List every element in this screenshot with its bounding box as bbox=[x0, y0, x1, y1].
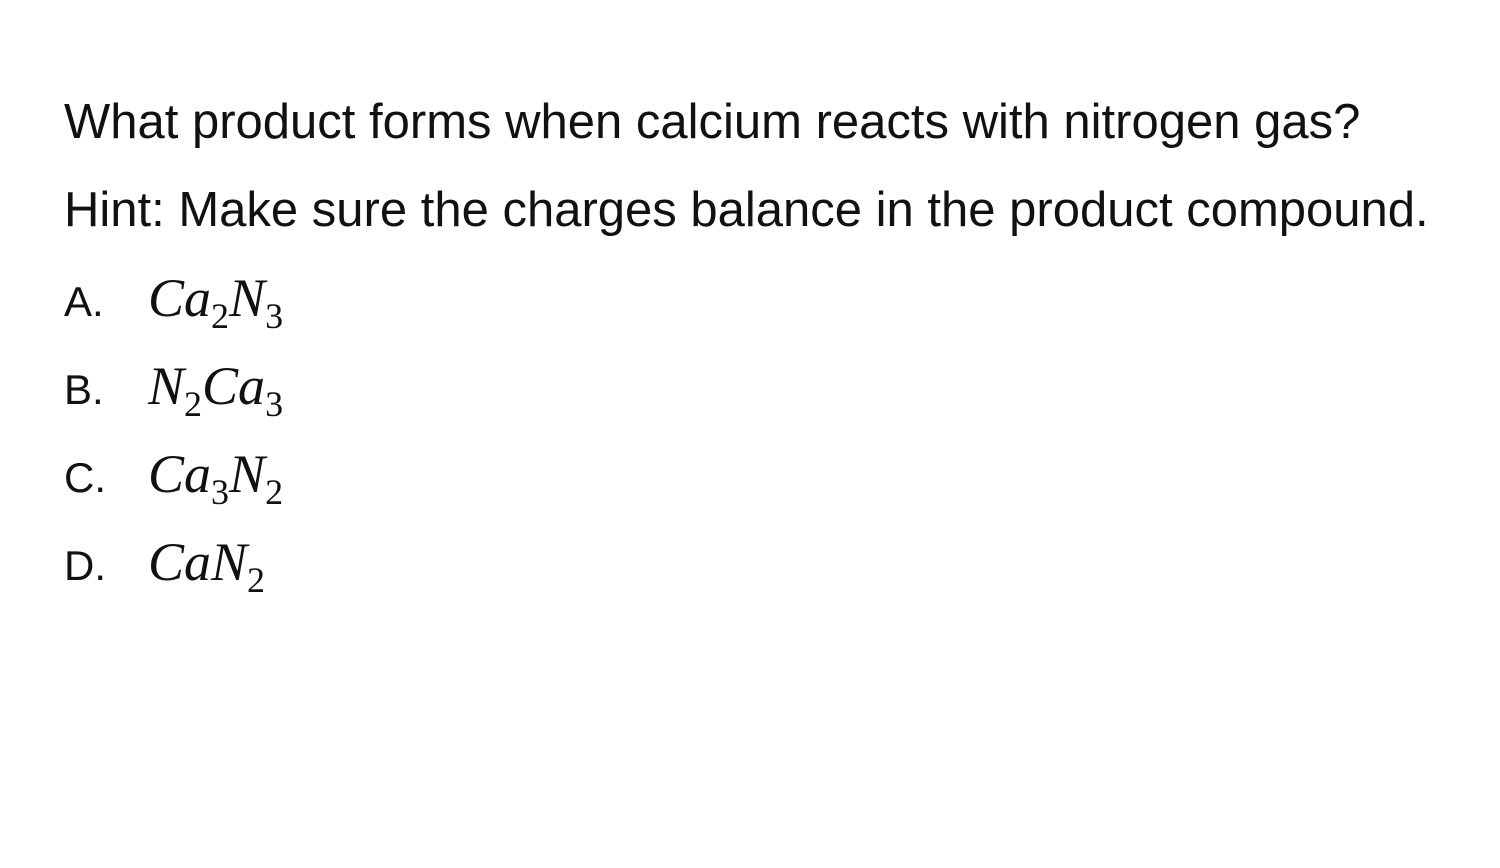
hint-text: Hint: Make sure the charges balance in the product compound. bbox=[64, 183, 1429, 237]
option-formula: $N_2Ca_3$ bbox=[148, 356, 284, 424]
option-formula: CaN$_2$ bbox=[148, 532, 266, 600]
option-label: A. bbox=[64, 278, 104, 325]
option-label: B. bbox=[64, 366, 104, 413]
option-b[interactable] bbox=[64, 342, 1464, 430]
option-formula: $Ca_3N_2$ bbox=[148, 444, 284, 512]
option-a[interactable] bbox=[64, 254, 1464, 342]
question-card bbox=[64, 78, 1464, 606]
option-c[interactable] bbox=[64, 430, 1464, 518]
option-label: C. bbox=[64, 454, 106, 501]
option-d[interactable] bbox=[64, 518, 1464, 606]
question-text: What product forms when calcium reacts with nitrogen gas? bbox=[64, 95, 1361, 149]
option-formula: $Ca_2N_3$ bbox=[148, 268, 284, 336]
option-label: D. bbox=[64, 542, 106, 589]
